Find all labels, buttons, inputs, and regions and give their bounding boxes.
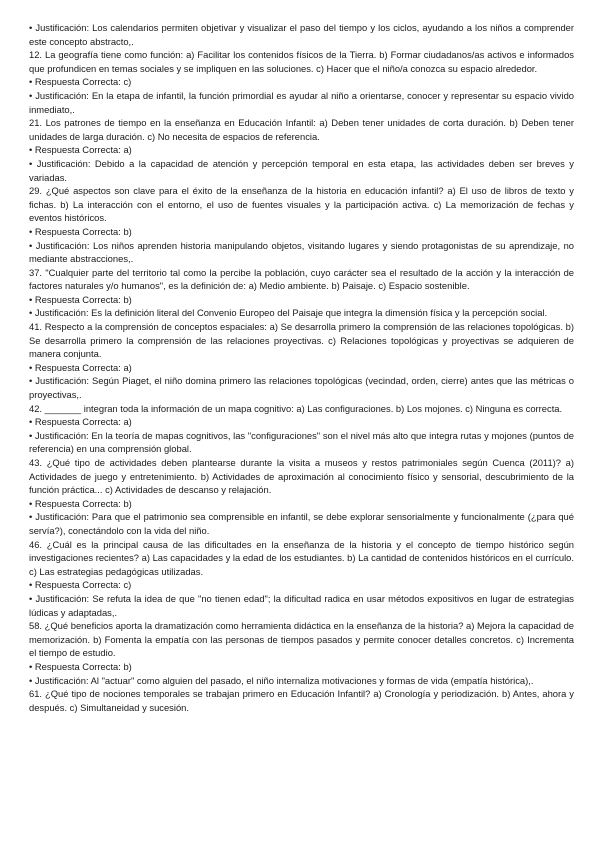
document-body	[29, 21, 574, 714]
question-58: 58. ¿Qué beneficios aporta la dramatización como herramienta didáctica en la enseñanza de la historia? a) Mejora la capacidad de memorización. b) Fomenta la empatía con las personas de tiempos pasados y permite conocer detalles concretos. c) Incrementa el tiempo de estudio.	[29, 620, 574, 659]
question-29: 29. ¿Qué aspectos son clave para el éxito de la enseñanza de la historia en educación infantil? a) El uso de libros de texto y fichas. b) La interacción con el entorno, el uso de fuentes visuales y la participación activa. c) La memorización de fechas y eventos históricos.	[29, 185, 574, 224]
answer-line: • Respuesta Correcta: b)	[29, 225, 132, 237]
justification-line: • Justificación: Se refuta la idea de que "no tienen edad"; la dificultad radica en usar métodos expositivos en lugar de estrategias lúdicas y adaptadas,.	[29, 592, 574, 618]
justification-line: • Justificación: Al "actuar" como alguien del pasado, el niño internaliza motivaciones y formas de vida (empatía histórica),.	[29, 674, 534, 686]
answer-line: • Respuesta Correcta: c)	[29, 76, 132, 88]
justification-line: • Justificación: Según Piaget, el niño domina primero las relaciones topológicas (vecindad, orden, cierre) antes que las métricas o proyectivas,.	[29, 375, 574, 401]
answer-line: • Respuesta Correcta: b)	[29, 660, 132, 672]
justification-line: • Justificación: Debido a la capacidad de atención y percepción temporal en esta etapa, las actividades deben ser breves y variadas.	[29, 157, 574, 183]
answer-line: • Respuesta Correcta: a)	[29, 416, 132, 428]
justification-line: • Justificación: Los niños aprenden historia manipulando objetos, visitando lugares y siendo protagonistas de su aprendizaje, no mediante abstracciones,.	[29, 239, 574, 265]
justification-line: • Justificación: Para que el patrimonio sea comprensible en infantil, se debe explorar sensorialmente y funcionalmente (¿para qué servía?), conectándolo con la vida del niño.	[29, 511, 574, 536]
question-37: 37. "Cualquier parte del territorio tal como la percibe la población, cuyo carácter sea el resultado de la acción y la interacción de factores naturales y/o humanos", es la definición de: a) Medio ambiente. b) Paisaje. c) Espacio sostenible.	[29, 266, 574, 292]
question-46: 46. ¿Cuál es la principal causa de las dificultades en la enseñanza de la historia y el concepto de tiempo histórico según investigaciones recientes? a) Las capacidades y la edad de los estudiantes. b) La cantidad de contenidos históricos en el currículo. c) Las estrategias pedagógicas utilizadas.	[29, 538, 574, 577]
question-41: 41. Respecto a la comprensión de conceptos espaciales: a) Se desarrolla primero la comprensión de las relaciones topológicas. b) Se desarrolla primero la comprensión de las relaciones proyectivas. c) Relaciones topológicas y proyectivas se adquieren de manera conjunta.	[29, 321, 574, 360]
justification-line: • Justificación: En la etapa de infantil, la función primordial es ayudar al niño a orientarse, conocer y representar su espacio vivido inmediato,.	[29, 89, 574, 115]
justification-line: • Justificación: En la teoría de mapas cognitivos, las "configuraciones" son el nivel más alto que integra rutas y mojones (puntos de referencia) en una comprensión global.	[29, 429, 574, 455]
answer-line: • Respuesta Correcta: a)	[29, 144, 132, 156]
question-42: 42. _______ integran toda la información de un mapa cognitivo: a) Las configuraciones. b) Los mojones. c) Ninguna es correcta.	[29, 402, 563, 414]
justification-line: • Justificación: Es la definición literal del Convenio Europeo del Paisaje que integra la dimensión física y la percepción social.	[29, 307, 548, 319]
question-43: 43. ¿Qué tipo de actividades deben plantearse durante la visita a museos y restos patrimoniales según Cuenca (2011)? a) Actividades de juego y entretenimiento. b) Actividades de aproximación al conocimiento físico y sensorial, descubrimiento de la función práctica... c) Actividades de descanso y relajación.	[29, 457, 574, 496]
answer-line: • Respuesta Correcta: c)	[29, 579, 132, 591]
answer-line: • Respuesta Correcta: b)	[29, 497, 132, 509]
question-21: 21. Los patrones de tiempo en la enseñanza en Educación Infantil: a) Deben tener unidades de corta duración. b) Deben tener unidades de larga duración. c) No necesita de espacios de referencia.	[29, 117, 574, 142]
answer-line: • Respuesta Correcta: b)	[29, 293, 132, 305]
question-12: 12. La geografía tiene como función: a) Facilitar los contenidos físicos de la Tierra. b) Formar ciudadanos/as activos e informados que profundicen en temas sociales y se impliquen en las soluciones. c) Hacer que el niño/a conozca su espacio alrededor.	[29, 49, 574, 74]
answer-line: • Respuesta Correcta: a)	[29, 361, 132, 373]
justification-line: • Justificación: Los calendarios permiten objetivar y visualizar el paso del tiempo y los ciclos, ayudando a los niños a comprender este concepto abstracto,.	[29, 22, 574, 47]
question-61: 61. ¿Qué tipo de nociones temporales se trabajan primero en Educación Infantil? a) Cronología y periodización. b) Antes, ahora y después. c) Simultaneidad y sucesión.	[29, 688, 574, 713]
